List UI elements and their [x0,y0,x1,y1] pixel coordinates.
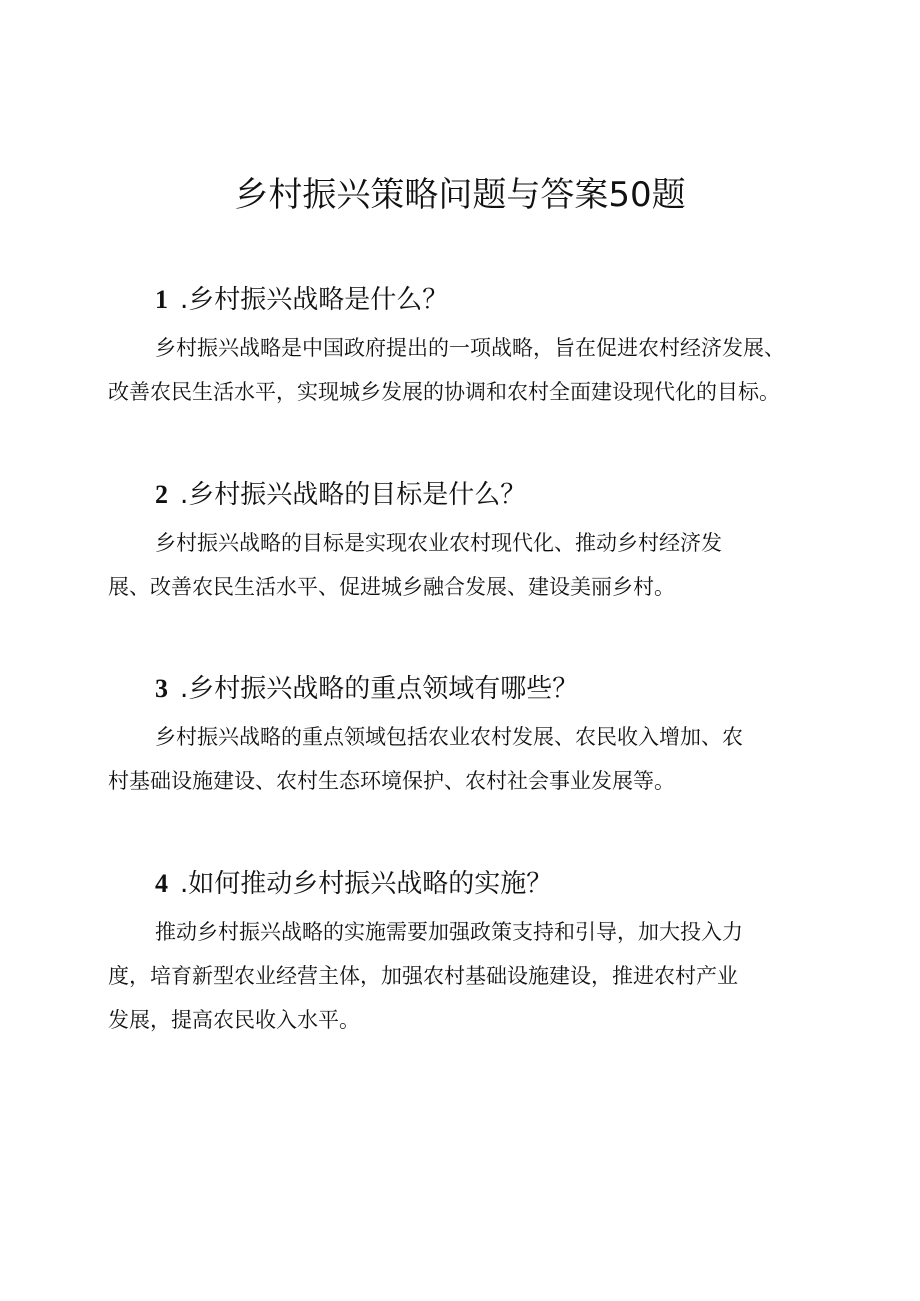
answer-line: 乡村振兴战略的目标是实现农业农村现代化、推动乡村经济发 [155,531,722,555]
answer-paragraph [108,715,848,803]
answer-line: 展、改善农民生活水平、促进城乡融合发展、建设美丽乡村。 [108,575,675,599]
question-text: .乡村振兴战略的目标是什么？ [180,480,527,510]
question-number: 1 [155,285,168,314]
answer-line: 度，培育新型农业经营主体，加强农村基础设施建设，推进农村产业 [108,964,738,988]
answer-line: 推动乡村振兴战略的实施需要加强政策支持和引导，加大投入力 [155,920,743,944]
question-number: 2 [155,480,168,509]
question-heading [155,671,578,707]
question-heading [155,477,526,513]
answer-line: 发展，提高农民收入水平。 [108,1008,360,1032]
question-text: .乡村振兴战略的重点领域有哪些？ [180,674,579,704]
question-heading [155,282,448,318]
answer-paragraph [108,910,848,1042]
answer-line: 乡村振兴战略的重点领域包括农业农村发展、农民收入增加、农 [155,725,743,749]
question-text: .如何推动乡村振兴战略的实施？ [180,869,553,899]
answer-line: 改善农民生活水平，实现城乡发展的协调和农村全面建设现代化的目标。 [108,380,780,404]
question-number: 4 [155,869,168,898]
answer-line: 村基础设施建设、农村生态环境保护、农村社会事业发展等。 [108,769,675,793]
answer-paragraph [108,326,848,414]
document-title: 乡村振兴策略问题与答案50题 [234,175,686,215]
answer-line: 乡村振兴战略是中国政府提出的一项战略，旨在促进农村经济发展、 [155,336,785,360]
question-heading [155,866,552,902]
answer-paragraph [108,521,848,609]
question-number: 3 [155,674,168,703]
question-text: .乡村振兴战略是什么？ [180,285,449,315]
